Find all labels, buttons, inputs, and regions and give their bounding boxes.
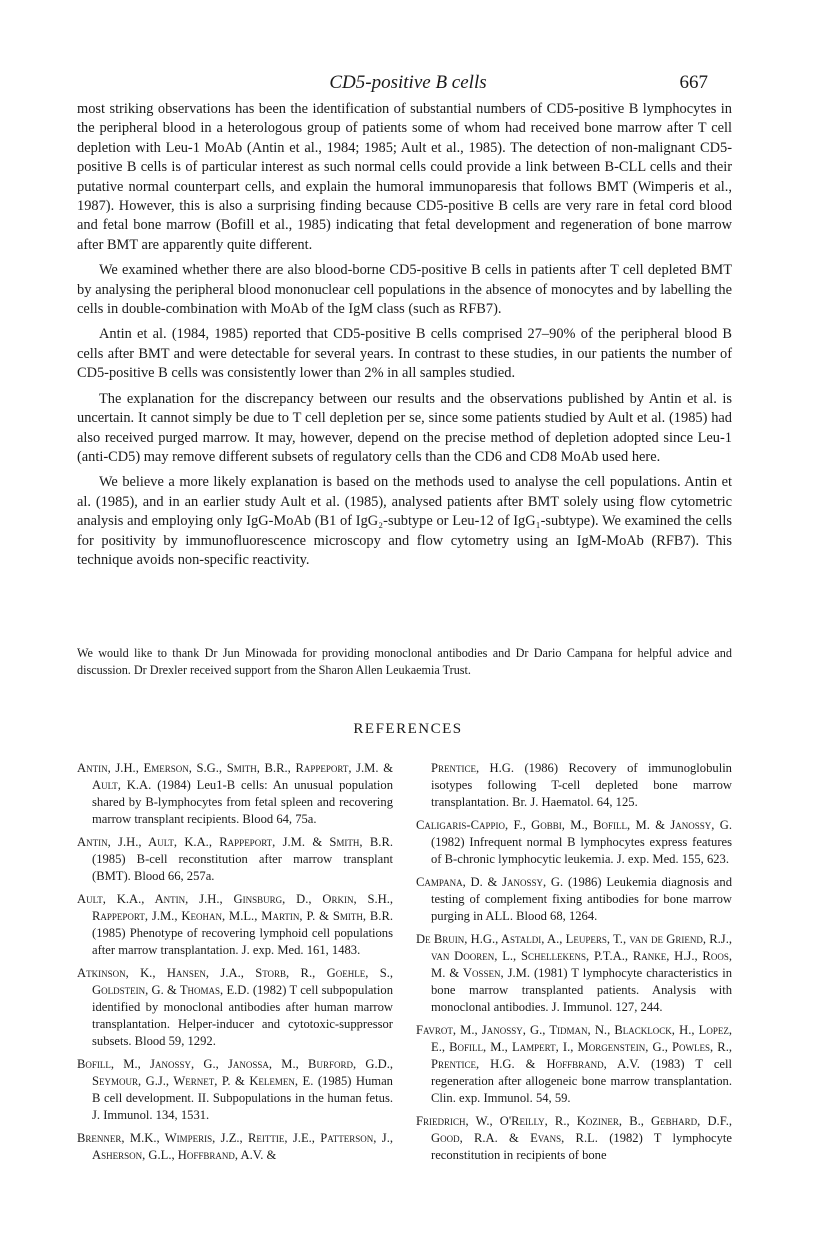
- page-number: 667: [679, 72, 708, 93]
- reference-item: [416, 1022, 732, 1107]
- reference-authors: De Bruin, H.G., Astaldi, A., Leupers, T., van de Griend, R.J., van Dooren, L., Schellekens, P.T.A., Ranke, H.J., Roos, M. & Vossen, J.M.: [416, 932, 732, 980]
- reference-authors: Ault, K.A., Antin, J.H., Ginsburg, D., Orkin, S.H., Rappeport, J.M., Keohan, M.L., Martin, P. & Smith, B.R.: [77, 892, 393, 923]
- body-paragraph: We examined whether there are also blood-borne CD5-positive B cells in patients after T cell depleted BMT by analysing the peripheral blood mononuclear cell populations in the absence of monocytes and by labelling the cells in double-combination with MoAb of the IgM class (such as RFB7).: [77, 262, 732, 318]
- reference-item: [416, 817, 732, 868]
- running-head: [0, 72, 816, 98]
- reference-item: [77, 1056, 393, 1124]
- reference-details: (1985) B-cell reconstitution after marrow transplant (BMT). Blood 66, 257a.: [92, 852, 393, 883]
- reference-item: [77, 760, 393, 828]
- acknowledgement: We would like to thank Dr Jun Minowada for providing monoclonal antibodies and Dr Dario Campana for helpful advice and discussion. Dr Drexler received support from the Sharon Allen Leukaemia Trust.: [77, 646, 732, 677]
- reference-authors: Campana, D. & Janossy, G.: [416, 875, 564, 889]
- body-paragraph: most striking observations has been the identification of substantial numbers of CD5-positive B lymphocytes in the peripheral blood in a heterologous group of patients some of whom had received bone marrow after T cell depletion with Leu-1 MoAb (Antin et al., 1984; 1985; Ault et al., 1985). The detection of non-malignant CD5-positive B cells is of particular interest as such normal cells could provide a link between B-CLL cells and their putative normal counterpart cells, and explain the humoral immunoparesis that follows BMT (Wimperis et al., 1987). However, this is also a surprising finding because CD5-positive B cells are very rare in fetal cord blood and fetal bone marrow (Bofill et al., 1985) indicating that fetal development and regeneration of bone marrow after BMT are apparently quite different.: [77, 101, 732, 253]
- references-heading: REFERENCES: [353, 721, 463, 737]
- reference-authors: Atkinson, K., Hansen, J.A., Storb, R., Goehle, S., Goldstein, G. & Thomas, E.D.: [77, 966, 393, 997]
- body-text: [77, 100, 732, 570]
- reference-item-continued: [416, 760, 732, 811]
- reference-details: (1985) Human B cell development. II. Subpopulations in the human fetus. J. Immunol. 134, 1531.: [92, 1074, 393, 1122]
- reference-details: (1983) T cell regeneration after allogeneic bone marrow transplantation. Clin. exp. Immunol. 54, 59.: [431, 1057, 732, 1105]
- reference-item: [416, 1113, 732, 1164]
- reference-details: (1982) T lymphocyte reconstitution in recipients of bone: [431, 1131, 732, 1162]
- references-left-column: [77, 760, 393, 1170]
- reference-item: [77, 834, 393, 885]
- reference-details: (1984) Leu1-B cells: An unusual population shared by B-lymphocytes from fetal spleen and recovering marrow transplant recipients. Blood 64, 75a.: [92, 778, 393, 826]
- reference-authors: Bofill, M., Janossy, G., Janossa, M., Burford, G.D., Seymour, G.J., Wernet, P. & Kelemen, E.: [77, 1057, 393, 1088]
- reference-details: (1985) Phenotype of recovering lymphoid cell populations after marrow transplantation. J. exp. Med. 161, 1483.: [92, 926, 393, 957]
- reference-item: [77, 891, 393, 959]
- reference-authors: Antin, J.H., Emerson, S.G., Smith, B.R., Rappeport, J.M. & Ault, K.A.: [77, 761, 393, 792]
- reference-details: (1982) Infrequent normal B lymphocytes express features of B-chronic lymphocytic leukemia. J. exp. Med. 155, 623.: [431, 835, 732, 866]
- body-paragraph: Antin et al. (1984, 1985) reported that CD5-positive B cells comprised 27–90% of the peripheral blood B cells after BMT and were detectable for several years. In contrast to these studies, in our patients the number of CD5-positive B cells was consistently lower than 2% in all samples studied.: [77, 326, 732, 382]
- reference-details: (1982) T cell subpopulation identified by monoclonal antibodies after human marrow transplantation. Helper-inducer and cytotoxic-suppressor subsets. Blood 59, 1292.: [92, 983, 393, 1048]
- body-paragraph: The explanation for the discrepancy between our results and the observations published by Antin et al. is uncertain. It cannot simply be due to T cell depletion per se, since some patients studied by Ault et al. (1985) had also received purged marrow. It may, however, depend on the precise method of depletion adopted since Leu-1 (anti-CD5) may remove different subsets of regulatory cells than the CD6 and CD8 MoAb used here.: [77, 390, 732, 465]
- reference-item: [416, 931, 732, 1016]
- reference-item: [416, 874, 732, 925]
- reference-authors: Friedrich, W., O'Reilly, R., Koziner, B., Gebhard, D.F., Good, R.A. & Evans, R.L.: [416, 1114, 732, 1145]
- reference-details: (1986) Recovery of immunoglobulin isotypes following T-cell depleted bone marrow transplantation. Br. J. Haematol. 64, 125.: [431, 761, 732, 809]
- reference-authors: Antin, J.H., Ault, K.A., Rappeport, J.M. & Smith, B.R.: [77, 835, 393, 849]
- reference-item: [77, 965, 393, 1050]
- reference-item: [77, 1130, 393, 1164]
- reference-details: (1981) T lymphocyte characteristics in bone marrow transplanted patients. Analysis with monoclonal antibodies. J. Immunol. 127, 244.: [431, 966, 732, 1014]
- reference-authors: Favrot, M., Janossy, G., Tidman, N., Blacklock, H., Lopez, E., Bofill, M., Lampert, I., Morgenstein, G., Powles, R., Prentice, H.G. & Hoffbrand, A.V.: [416, 1023, 732, 1071]
- running-title: CD5-positive B cells: [329, 72, 487, 93]
- reference-authors: Prentice, H.G.: [431, 761, 515, 775]
- body-paragraph: We believe a more likely explanation is based on the methods used to analyse the cell populations. Antin et al. (1985), and in an earlier study Ault et al. (1985), analysed patients after BMT solely using flow cytometric analysis and employing only IgG-MoAb (B1 of IgG₂-subtype or Leu-12 of IgG₁-subtype). We examined the cells for positivity by immunofluorescence microscopy and flow cytometry using an IgM-MoAb (RFB7). This technique avoids non-specific reactivity.: [77, 474, 732, 568]
- reference-details: (1986) Leukemia diagnosis and testing of complement fixing antibodies for bone marrow purging in ALL. Blood 68, 1264.: [431, 875, 732, 923]
- reference-authors: Brenner, M.K., Wimperis, J.Z., Reittie, J.E., Patterson, J., Asherson, G.L., Hoffbrand, A.V. &: [77, 1131, 393, 1162]
- references-right-column: [416, 760, 732, 1170]
- reference-authors: Caligaris-Cappio, F., Gobbi, M., Bofill, M. & Janossy, G.: [416, 818, 732, 832]
